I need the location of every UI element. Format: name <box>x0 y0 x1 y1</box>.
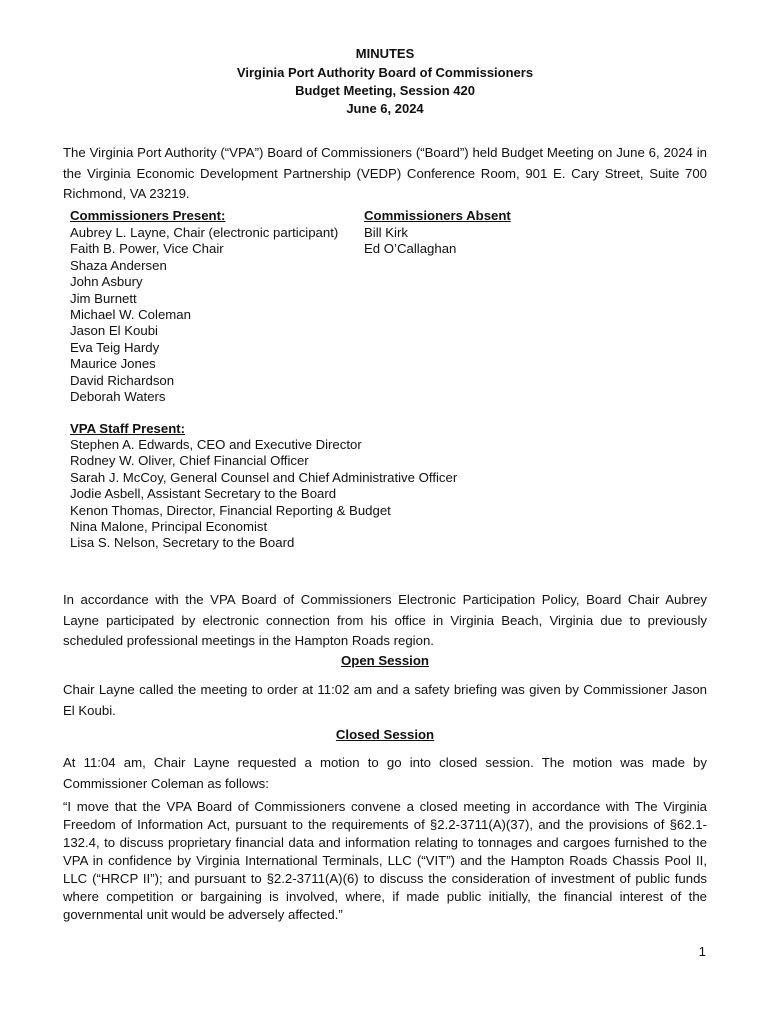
staff-name: Kenon Thomas, Director, Financial Reporting & Budget <box>70 502 391 518</box>
absent-name: Ed O’Callaghan <box>364 241 457 257</box>
present-name: Deborah Waters <box>70 389 166 405</box>
intro-paragraph: The Virginia Port Authority (“VPA”) Board of Commissioners (“Board”) held Budget Meeting on June 6, 2024 in the Virginia Economic Development Partnership (VEDP) Conference Room, 901 E. Cary Street, Suite 700 Richmond, VA 23219. <box>63 145 707 201</box>
board-heading: Virginia Port Authority Board of Commissioners <box>236 65 534 80</box>
present-name: Michael W. Coleman <box>70 307 191 323</box>
staff-name: Lisa S. Nelson, Secretary to the Board <box>70 535 295 551</box>
present-list <box>70 225 338 405</box>
present-name: Shaza Andersen <box>70 257 167 273</box>
staff-name: Rodney W. Oliver, Chief Financial Officer <box>70 453 309 469</box>
staff-heading: VPA Staff Present: <box>70 421 186 436</box>
meeting-heading: Budget Meeting, Session 420 <box>295 83 475 98</box>
page-number: 1 <box>698 944 706 959</box>
electronic-participation-paragraph: In accordance with the VPA Board of Commissioners Electronic Participation Policy, Board Chair Aubrey Layne participated by electronic connection from his office in Virginia Beach, Virginia due to previously scheduled professional meetings in the Hampton Roads region. <box>63 592 707 648</box>
present-name: Faith B. Power, Vice Chair <box>70 241 224 257</box>
absent-list <box>364 225 456 258</box>
present-name: Maurice Jones <box>70 356 156 372</box>
absent-name: Bill Kirk <box>364 225 408 240</box>
staff-name: Nina Malone, Principal Economist <box>70 519 268 535</box>
date-heading: June 6, 2024 <box>346 101 424 116</box>
present-name: Jason El Koubi <box>70 323 158 339</box>
present-name: Aubrey L. Layne, Chair (electronic participant) <box>70 225 339 240</box>
staff-list <box>70 437 457 552</box>
open-session-paragraph: Chair Layne called the meeting to order at 11:02 am and a safety briefing was given by Commissioner Jason El Koubi. <box>63 682 707 718</box>
staff-name: Sarah J. McCoy, General Counsel and Chief Administrative Officer <box>70 469 458 485</box>
absent-heading: Commissioners Absent <box>364 208 511 223</box>
staff-name: Jodie Asbell, Assistant Secretary to the Board <box>70 486 337 502</box>
open-session-heading: Open Session <box>341 653 429 668</box>
closed-session-heading: Closed Session <box>335 727 435 742</box>
closed-session-paragraph: At 11:04 am, Chair Layne requested a motion to go into closed session. The motion was made by Commissioner Coleman as follows: <box>63 755 707 791</box>
present-heading: Commissioners Present: <box>70 208 226 223</box>
present-name: Jim Burnett <box>70 290 137 306</box>
present-name: David Richardson <box>70 372 175 388</box>
minutes-heading: MINUTES <box>355 46 415 61</box>
present-name: Eva Teig Hardy <box>70 339 160 355</box>
present-name: John Asbury <box>70 274 143 290</box>
staff-name: Stephen A. Edwards, CEO and Executive Director <box>70 437 362 452</box>
closed-session-motion: “I move that the VPA Board of Commissioners convene a closed meeting in accordance with The Virginia Freedom of Information Act, pursuant to the requirements of §2.2-3711(A)(37), and the provisions of §62.1-132.4, to discuss proprietary financial data and information relating to tonnages and cargoes furnished to the VPA in confidence by Virginia International Terminals, LLC (“VIT”) and the Hampton Roads Chassis Pool II, LLC (“HRCP II”); and pursuant to §2.2-3711(A)(6) to discuss the consideration of investment of public funds where competition or bargaining is involved, where, if made public initially, the financial interest of the governmental unit would be adversely affected.” <box>63 799 707 922</box>
